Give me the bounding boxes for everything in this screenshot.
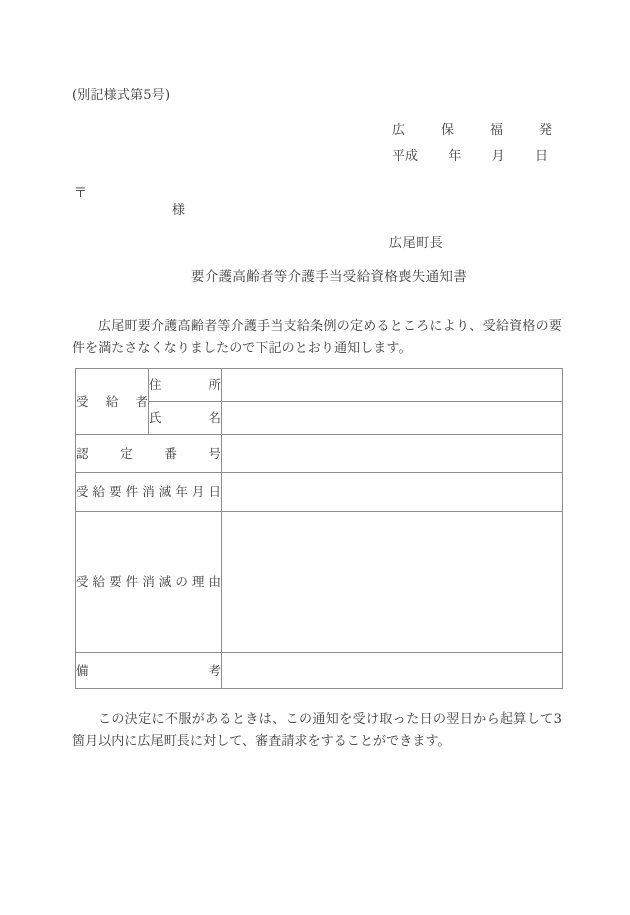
date-day-label: 日 [534,149,548,164]
eligibility-loss-date-value[interactable] [222,473,563,512]
table-row-eligibility-loss-reason [76,512,563,653]
appeal-instructions-paragraph: この決定に不服があるときは、この通知を受け取った日の翌日から起算して3箇月以内に広尾町長に対して、審査請求をすることができます。 [72,712,562,749]
document-title: 要介護高齢者等介護手当受給資格喪失通知書 [191,269,467,285]
notification-form-table [75,368,563,689]
table-row-eligibility-loss-date [76,473,563,512]
addressee-honorific: 様 [172,203,186,218]
eligibility-loss-date-label: 受給要件消滅年月日 [76,473,222,512]
date-month-label: 月 [491,149,505,164]
recipient-group-label: 受給者 [76,369,149,435]
date-year-label: 年 [448,149,462,164]
intro-paragraph: 広尾町要介護高齢者等介護手当支給条例の定めるところにより、受給資格の要件を満たさなくなりましたので下記のとおり通知します。 [72,319,562,356]
doc-number-char-1: 広 [392,123,406,138]
eligibility-loss-reason-label: 受給要件消滅の理由 [76,512,222,653]
remarks-value[interactable] [222,653,563,689]
doc-number-char-4: 発 [538,123,552,138]
certification-number-value[interactable] [222,435,563,473]
postal-code-mark: 〒 [74,186,88,201]
table-row-address [76,369,563,402]
address-label: 住所 [149,369,222,402]
document-number-block [392,119,552,171]
table-row-certification-number [76,435,563,473]
name-value[interactable] [222,402,563,435]
doc-number-char-2: 保 [440,123,454,138]
document-number-row [392,119,552,138]
certification-number-label: 認定番号 [76,435,222,473]
eligibility-loss-reason-value[interactable] [222,512,563,653]
sender-name: 広尾町長 [389,236,444,251]
name-label: 氏名 [149,402,222,435]
address-value[interactable] [222,369,563,402]
date-era-label: 平成 [392,149,419,164]
form-number: (別記様式第5号) [72,88,171,103]
remarks-label: 備考 [76,653,222,689]
table-row-remarks [76,653,563,689]
table-row-name [76,402,563,435]
document-date-row [392,145,552,164]
doc-number-char-3: 福 [489,123,503,138]
